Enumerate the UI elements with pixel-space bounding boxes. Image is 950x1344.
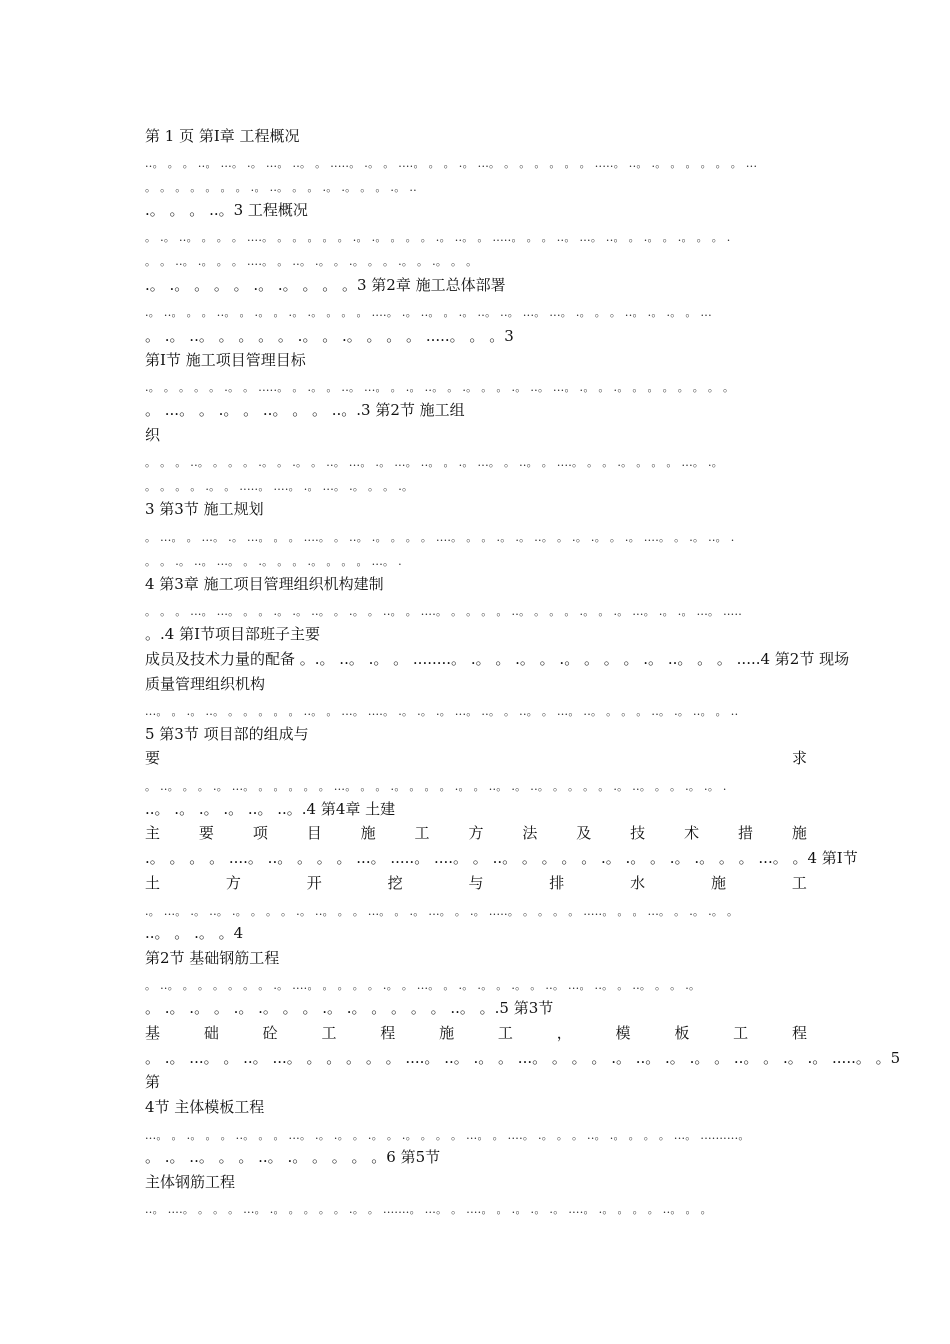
toc-entry: 第2节 基础钢筋工程 — [145, 949, 280, 967]
glyph: 工 — [791, 874, 807, 892]
glyph: 挖 — [387, 874, 403, 892]
toc-leader-line: .。 ..。 。 。 ..。 。 .。 。 .。 .。 。 。 。 ....。 .。 ..。 。 .。 ..。 ..。 ...。 ...。 .。 。 。 ..。 .。 .。 。 ... — [145, 306, 712, 319]
toc-entry: ..。 .。 .。 .。 ..。 ..。.4 第4章 土建 — [145, 800, 396, 818]
toc-leader-line: ..。 ....。 。 。 。 ...。 .。 。 。 。 。 .。 。 .......。 ...。 。 ....。 。 .。 .。 .。 ....。 .。 。 。 。 ..。 。 。 — [145, 1203, 712, 1216]
toc-leader-line: 。 。 ..。 .。 。 。 ....。 。 ..。 .。 。 .。 。 。 .。 。 .。 。 。 — [145, 255, 478, 268]
glyph: 开 — [306, 874, 322, 892]
glyph: 模 — [615, 1024, 631, 1042]
toc-justified-line — [145, 748, 807, 768]
glyph: 程 — [380, 1024, 396, 1042]
toc-leader-line: ...。 。 .。 ..。 。 。 。 。 。 ..。 。 ...。 ....。 .。 .。 .。 ...。 ..。 。 ..。 。 ...。 ..。 。 。 。 ..。 .。 ..。 。 .. — [145, 705, 739, 718]
glyph: 土 — [145, 874, 161, 892]
glyph: 要 — [145, 749, 161, 767]
glyph: 方 — [225, 874, 241, 892]
toc-leader-line: 。 。 。 ...。 ...。 。 。 .。 .。 ..。 。 .。 。 ..。 。 ....。 。 。 。 。 ..。 。 。 。 .。 。 .。 ...。 .。 .。 ...。 ..... — [145, 605, 743, 618]
glyph: 水 — [630, 874, 646, 892]
toc-entry: .。 。 。 ..。3 工程概况 — [145, 201, 308, 219]
toc-entry: 4 第3章 施工项目管理组织机构建制 — [145, 575, 384, 593]
glyph: 工 — [414, 824, 430, 842]
toc-entry: 3 第3节 施工规划 — [145, 500, 264, 518]
toc-leader-line: 。 。 。 。 。 。 。 .。 ..。 。 。 .。 .。 。 。 .。 .. — [145, 181, 417, 194]
toc-entry: .。 .。 。 。 。 .。 .。 。 。 。3 第2章 施工总体部署 — [145, 276, 506, 294]
toc-entry: 成员及技术力量的配备 。.。 ..。 .。 。 ........。 .。 。 .。 。 .。 。 。 。 .。 ..。 。 。 .....4 第2节 现场 — [145, 650, 850, 668]
toc-leader-line: 。 。 .。 ..。 ...。 。 .。 。 。 .。 。 。 。 ...。 . — [145, 555, 402, 568]
glyph: 与 — [468, 874, 484, 892]
toc-entry: 5 第3节 项目部的组成与 — [145, 725, 309, 743]
glyph: 目 — [306, 824, 322, 842]
toc-leader-line: .。 ...。 .。 ..。 .。 。 。 。 .。 ..。 。 。 ...。 。 .。 ...。 。 .。 .....。 。 。 。 。 .....。 。 。 ...。 。 .。 .。 。 — [145, 905, 739, 918]
toc-entry: 4节 主体模板工程 — [145, 1098, 265, 1116]
toc-leader-line: 。 。 。 。 .。 。 .....。 ....。 .。 ...。 .。 。 。 .。 — [145, 480, 414, 493]
toc-leader-line: 。 .。 ..。 。 。 。 ....。 。 。 。 。 。 .。 .。 。 。 。 .。 ..。 。 .....。 。 。 ..。 ...。 ..。 。 .。 。 .。 。 。 . — [145, 231, 731, 244]
toc-entry: ..。 。 .。 。4 — [145, 924, 244, 942]
glyph: 板 — [674, 1024, 690, 1042]
toc-leader-line: 。 ...。 。 ...。 .。 ...。 。 。 ....。 。 ..。 .。 。 。 。 ....。 。 。 .。 .。 ..。 。 .。 .。 。 .。 ....。 。 .。 ..。 . — [145, 531, 735, 544]
toc-entry: 。 .。 .。 。 .。 .。 。 。 .。 .。 。 。 。 。 ..。 。.5 第3节 — [145, 999, 554, 1017]
glyph: 工 — [497, 1024, 513, 1042]
glyph: 术 — [684, 824, 700, 842]
toc-leader-line: 。 。 。 ..。 。 。 。 .。 。 .。 。 ..。 ...。 .。 ...。 ..。 。 .。 ...。 。 ..。 。 ....。 。 。 .。 。 。 。 ...。 .。 — [145, 456, 724, 469]
glyph: 施 — [439, 1024, 455, 1042]
glyph: 项 — [252, 824, 268, 842]
toc-justified-line — [145, 823, 807, 843]
glyph: 程 — [791, 1024, 807, 1042]
toc-entry: 第 — [145, 1073, 161, 1091]
glyph: 施 — [711, 874, 727, 892]
glyph: 要 — [198, 824, 214, 842]
glyph: 求 — [791, 749, 807, 767]
page-header-line: 第 1 页 第Ⅰ章 工程概况 — [145, 127, 300, 145]
toc-entry: 。 .。 ...。 。 ..。 ...。 。 。 。 。 。 ....。 ..。 .。 。 ...。 。 。 。 .。 ..。 .。 .。 。 ..。 。 .。 .。 .....。 。5 — [145, 1049, 901, 1067]
glyph: 技 — [630, 824, 646, 842]
toc-justified-line — [145, 1023, 807, 1043]
toc-entry: 质量管理组织机构 — [145, 675, 266, 693]
glyph: 施 — [360, 824, 376, 842]
toc-leader-line: ...。 。 .。 。 。 ..。 。 。 ...。 .。 .。 。 .。 。 .。 。 。 。 ...。 。 ....。 .。 。 。 ..。 .。 。 。 。 ...。 ..........。 — [145, 1129, 750, 1142]
toc-entry: 。 .。 ..。 。 。 ..。 .。 。 。 。 。6 第5节 — [145, 1148, 441, 1166]
glyph: 主 — [145, 824, 161, 842]
toc-entry: 第Ⅰ节 施工项目管理目标 — [145, 351, 306, 369]
toc-entry: 。 .。 ..。 。 。 。 。 .。 。 .。 。 。 。 .....。 。 。3 — [145, 327, 514, 345]
glyph: 方 — [468, 824, 484, 842]
toc-entry: 。 ...。 。 .。 。 ..。 。 。 ..。.3 第2节 施工组 — [145, 401, 465, 419]
glyph: 措 — [737, 824, 753, 842]
toc-entry: 织 — [145, 426, 161, 444]
glyph: 排 — [549, 874, 565, 892]
glyph: 法 — [522, 824, 538, 842]
glyph: 砼 — [262, 1024, 278, 1042]
toc-leader-line: 。 ..。 。 。 。 。 。 。 .。 ....。 。 。 。 。 .。 。 ...。 。 .。 .。 。 .。 。 ..。 ...。 ..。 。 ..。 。 。 .。 — [145, 979, 701, 992]
glyph: ， — [556, 1024, 572, 1042]
glyph: 础 — [203, 1024, 219, 1042]
toc-justified-line — [145, 873, 807, 893]
glyph: 基 — [145, 1024, 161, 1042]
toc-leader-line: ..。 。 。 ..。 ...。 .。 ...。 ..。 。 .....。 .。 。 ....。 。 。 .。 ...。 。 。 。 。 。 。 .....。 ..。 .。 。 。 。 。 。 ... — [145, 157, 758, 170]
glyph: 工 — [733, 1024, 749, 1042]
glyph: 及 — [576, 824, 592, 842]
toc-leader-line: .。 。 。 。 。 .。 。 .....。 。 .。 。 ..。 ...。 。 .。 ..。 。 .。 。 。 .。 ..。 ...。 .。 。 .。 。 。 。 。 。 。 。 — [145, 381, 735, 394]
toc-entry: 主体钢筋工程 — [145, 1173, 236, 1191]
toc-leader-line: 。 ..。 。 。 .。 ...。 。 。 。 。 。 ...。 。 。 .。 。 。 。 .。 。 ..。 .。 ..。 。 。 。 。 .。 ..。 。 。 .。 .。 . — [145, 780, 727, 793]
glyph: 工 — [321, 1024, 337, 1042]
toc-entry: .。 。 。 。 ....。 ..。 。 。 。 ...。 .....。 ....。 。 ..。 。 。 。 。 .。 .。 。 .。 .。 。 。 ...。 。4 第Ⅰ节 — [145, 849, 858, 867]
glyph: 施 — [791, 824, 807, 842]
toc-entry: 。.4 第Ⅰ节项目部班子主要 — [145, 625, 321, 643]
